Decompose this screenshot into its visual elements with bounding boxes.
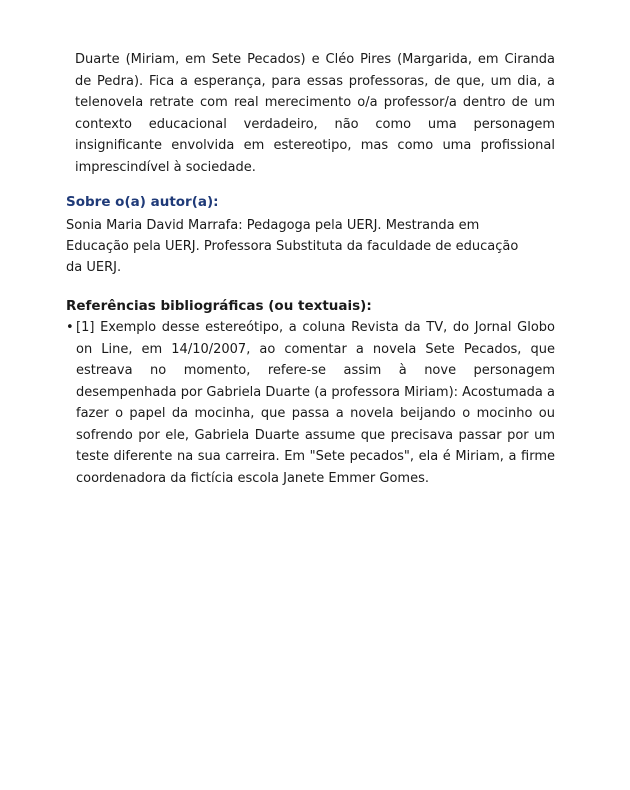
body-paragraph: Duarte (Miriam, em Sete Pecados) e Cléo Pires (Margarida, em Ciranda de Pedra). Fica a esperança, para essas professoras, de que, um dia, a telenovela retrate com real merecimento o/a professor/a dentro de um contexto educacional verdadeiro, não como uma personagem insignificante envolvida em estereotipo, mas como uma profissional imprescindível à sociedade.	[75, 52, 555, 175]
bullet-icon: •	[66, 320, 74, 335]
author-line-2: Educação pela UERJ. Professora Substituta da faculdade de educação	[66, 239, 519, 254]
references-title: Referências bibliográficas (ou textuais):	[66, 298, 372, 314]
reference-item	[66, 317, 555, 489]
author-section-title: Sobre o(a) autor(a):	[66, 194, 219, 210]
references-list	[66, 317, 555, 489]
author-line-3: da UERJ.	[66, 260, 122, 275]
reference-text: [1] Exemplo desse estereótipo, a coluna Revista da TV, do Jornal Globo on Line, em 14/10/2007, ao comentar a novela Sete Pecados, que estreava no momento, refere-se assim à nove personagem desempenhada por Gabriela Duarte (a professora Miriam): Acostumada a fazer o papel da mocinha, que passa a novela beijando o mocinho ou sofrendo por ele, Gabriela Duarte assume que precisava passar por um teste diferente na sua carreira. Em "Sete pecados", ela é Miriam, a firme coordenadora da fictícia escola Janete Emmer Gomes.	[76, 320, 555, 486]
author-line-1: Sonia Maria David Marrafa: Pedagoga pela UERJ. Mestranda em	[66, 218, 480, 233]
